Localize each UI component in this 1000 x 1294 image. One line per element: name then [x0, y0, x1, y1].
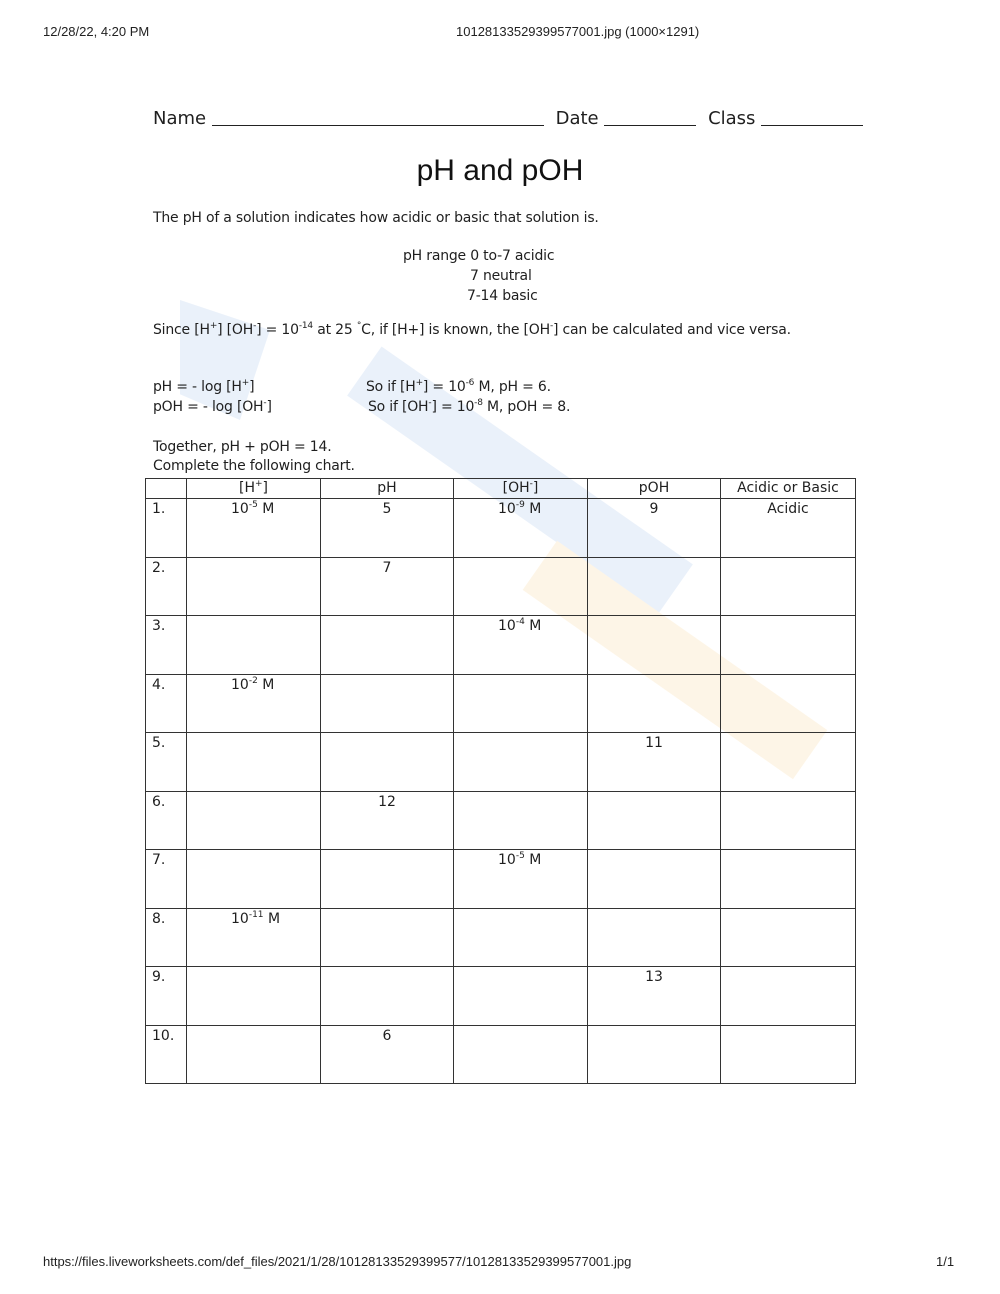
table-row: [146, 674, 856, 733]
cell-h-concentration[interactable]: [187, 733, 321, 792]
cell-acidic-or-basic[interactable]: [721, 733, 856, 792]
class-label: Class: [708, 108, 756, 129]
cell-oh-concentration[interactable]: [454, 557, 588, 616]
table-row: [146, 1025, 856, 1084]
table-row: [146, 557, 856, 616]
print-page-number: 1/1: [936, 1254, 955, 1269]
cell-acidic-or-basic[interactable]: [721, 674, 856, 733]
row-number: 9.: [146, 967, 187, 1026]
cell-h-concentration[interactable]: $10^{-5}$ M: [187, 499, 321, 558]
row-number: 1.: [146, 499, 187, 558]
formula-ph: pH = - log [H+]: [153, 378, 255, 395]
row-number: 5.: [146, 733, 187, 792]
cell-oh-concentration[interactable]: [454, 908, 588, 967]
header-ph: pH: [321, 479, 454, 499]
cell-acidic-or-basic[interactable]: [721, 967, 856, 1026]
cell-ph[interactable]: [321, 674, 454, 733]
ph-range-line1: pH range 0 to-7 acidic: [403, 248, 555, 264]
together-text: Together, pH + pOH = 14.: [153, 439, 332, 455]
cell-acidic-or-basic[interactable]: [721, 1025, 856, 1084]
table-row: [146, 499, 856, 558]
row-number: 8.: [146, 908, 187, 967]
cell-oh-concentration[interactable]: $10^{-4}$ M: [454, 616, 588, 675]
cell-poh[interactable]: [588, 791, 721, 850]
chart-header-row: [146, 479, 856, 499]
example-ph: So if $[H^+] = 10^{-6}$ M, pH = 6.: [366, 378, 551, 395]
cell-poh[interactable]: [588, 1025, 721, 1084]
table-row: [146, 791, 856, 850]
cell-poh[interactable]: [588, 850, 721, 909]
table-row: [146, 967, 856, 1026]
cell-poh[interactable]: [588, 557, 721, 616]
print-datetime: 12/28/22, 4:20 PM: [43, 24, 150, 39]
date-field[interactable]: [604, 109, 696, 126]
cell-acidic-or-basic[interactable]: Acidic: [721, 499, 856, 558]
cell-poh[interactable]: 11: [588, 733, 721, 792]
date-label: Date: [555, 108, 599, 129]
table-row: [146, 733, 856, 792]
row-number: 6.: [146, 791, 187, 850]
cell-poh[interactable]: [588, 616, 721, 675]
cell-poh[interactable]: [588, 908, 721, 967]
print-file-title: 10128133529399577001.jpg (1000×1291): [456, 24, 700, 39]
header-poh: pOH: [588, 479, 721, 499]
cell-ph[interactable]: [321, 733, 454, 792]
cell-acidic-or-basic[interactable]: [721, 616, 856, 675]
cell-oh-concentration[interactable]: [454, 967, 588, 1026]
cell-acidic-or-basic[interactable]: [721, 850, 856, 909]
ph-range-line2: 7 neutral: [470, 268, 532, 284]
cell-oh-concentration[interactable]: $10^{-9}$ M: [454, 499, 588, 558]
cell-h-concentration[interactable]: [187, 1025, 321, 1084]
cell-ph[interactable]: [321, 616, 454, 675]
row-number: 10.: [146, 1025, 187, 1084]
cell-ph[interactable]: [321, 967, 454, 1026]
row-number: 7.: [146, 850, 187, 909]
cell-h-concentration[interactable]: [187, 791, 321, 850]
header-acidic-or-basic: Acidic or Basic: [721, 479, 856, 499]
header-oh-concentration: [OH-]: [454, 479, 588, 499]
name-date-class-row: [153, 108, 863, 129]
table-row: [146, 616, 856, 675]
cell-h-concentration[interactable]: [187, 616, 321, 675]
formula-poh: pOH = - log [OH-]: [153, 398, 272, 415]
cell-acidic-or-basic[interactable]: [721, 557, 856, 616]
cell-acidic-or-basic[interactable]: [721, 791, 856, 850]
cell-poh[interactable]: 9: [588, 499, 721, 558]
cell-ph[interactable]: [321, 908, 454, 967]
ph-range-line3: 7-14 basic: [467, 288, 538, 304]
cell-h-concentration[interactable]: $10^{-11}$ M: [187, 908, 321, 967]
cell-h-concentration[interactable]: [187, 557, 321, 616]
cell-oh-concentration[interactable]: [454, 1025, 588, 1084]
cell-ph[interactable]: [321, 850, 454, 909]
header-number: [146, 479, 187, 499]
cell-h-concentration[interactable]: [187, 967, 321, 1026]
cell-h-concentration[interactable]: $10^{-2}$ M: [187, 674, 321, 733]
table-row: [146, 908, 856, 967]
cell-oh-concentration[interactable]: [454, 733, 588, 792]
row-number: 3.: [146, 616, 187, 675]
name-field[interactable]: [212, 109, 544, 126]
name-label: Name: [153, 108, 207, 129]
cell-ph[interactable]: 7: [321, 557, 454, 616]
instruction-text: Complete the following chart.: [153, 458, 355, 474]
since-statement: Since [H+] $[OH^-] = 10^{-14}$ at 25 °C, if [H+] is known, the [OH-] can be calculated and vice versa.: [153, 321, 791, 338]
cell-acidic-or-basic[interactable]: [721, 908, 856, 967]
intro-text: The pH of a solution indicates how acidic or basic that solution is.: [153, 210, 599, 226]
row-number: 4.: [146, 674, 187, 733]
cell-ph[interactable]: 6: [321, 1025, 454, 1084]
cell-oh-concentration[interactable]: [454, 674, 588, 733]
example-poh: So if $[OH^-] = 10^{-8}$ M, pOH = 8.: [368, 398, 571, 415]
row-number: 2.: [146, 557, 187, 616]
cell-oh-concentration[interactable]: $10^{-5}$ M: [454, 850, 588, 909]
cell-oh-concentration[interactable]: [454, 791, 588, 850]
cell-poh[interactable]: 13: [588, 967, 721, 1026]
cell-ph[interactable]: 5: [321, 499, 454, 558]
cell-h-concentration[interactable]: [187, 850, 321, 909]
page-title: pH and pOH: [416, 154, 584, 187]
print-url: https://files.liveworksheets.com/def_files/2021/1/28/10128133529399577/10128133529399577001.jpg: [43, 1254, 632, 1269]
table-row: [146, 850, 856, 909]
ph-poh-chart: [145, 478, 856, 1084]
header-h-concentration: [H+]: [187, 479, 321, 499]
cell-poh[interactable]: [588, 674, 721, 733]
class-field[interactable]: [761, 109, 863, 126]
cell-ph[interactable]: 12: [321, 791, 454, 850]
